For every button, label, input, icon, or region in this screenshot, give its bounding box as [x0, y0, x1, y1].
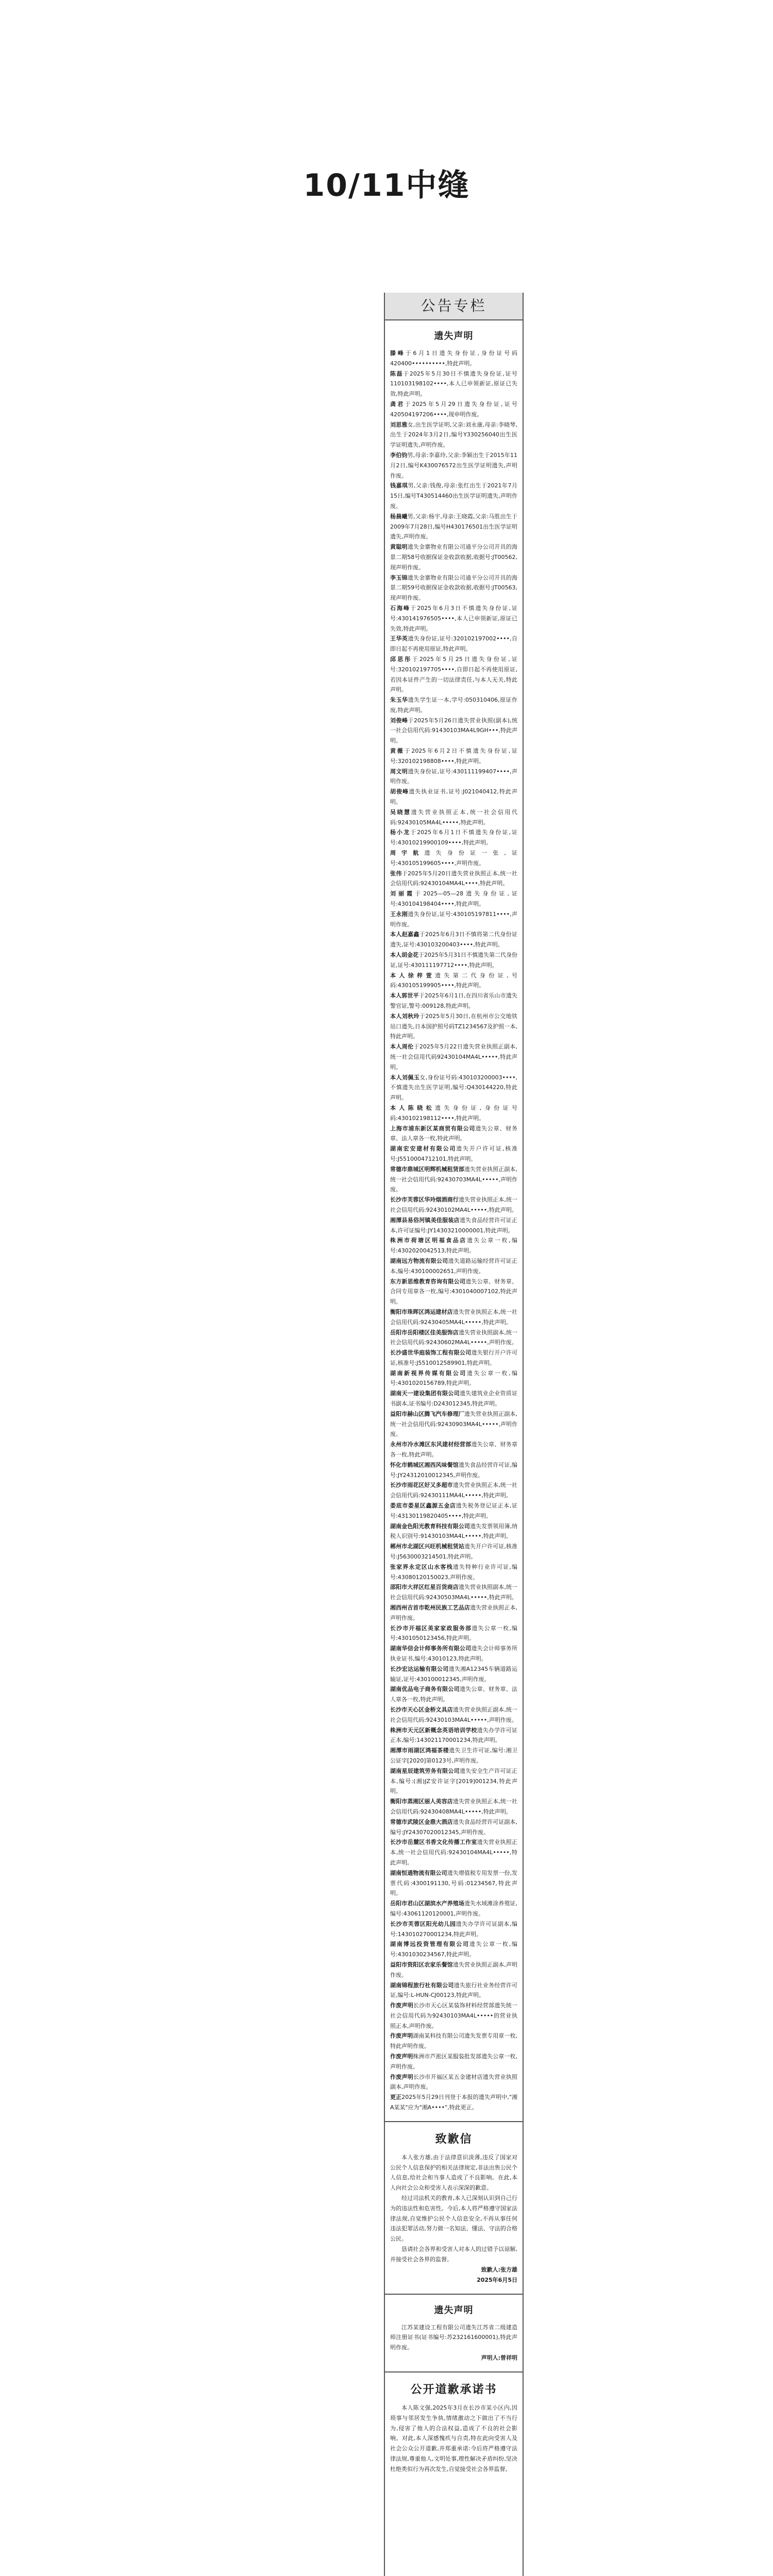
notice-item [390, 1368, 517, 1389]
notice-item-name: 常德市武陵区金鼎大酒店 [390, 1818, 453, 1825]
notice-item-text: 遗失建筑业企业资质证书副本,证书编号:D243012345,特此声明。 [390, 1390, 518, 1408]
notice-item-name: 岳阳市君山区湖滨水产养殖场 [390, 1900, 464, 1907]
notice-item-name: 湖南天一建设集团有限公司 [390, 1390, 460, 1397]
notice-item-name: 东方新思维教育咨询有限公司 [390, 1278, 466, 1285]
notice-item-name: 永州市冷水滩区东风建材经营部 [390, 1441, 472, 1448]
notice-item-name: 湖南远方物流有限公司 [390, 1257, 448, 1264]
notice-item [390, 1797, 517, 1817]
notice-item-name: 邵阳市大祥区红星百货商店 [390, 1584, 459, 1591]
notice-item-text: 遗失营业执照正本,统一社会信用代码:92430105MA4L•••••,特此声明。 [390, 808, 518, 826]
notice-item-name: 胡俊峰 [390, 788, 409, 795]
notice-item-text: 于2025年6月3日不慎遗失身份证,证号:430141976505••••,本人已申领新证,原证已失效,特此声明。 [390, 604, 517, 632]
notice-item-name: 邱思彤 [390, 655, 412, 663]
notice-item-name: 郴州市北湖区兴旺机械租赁站 [390, 1543, 464, 1550]
notice-item [390, 1521, 517, 1542]
column-header: 公告专栏 [385, 293, 523, 320]
notice-item-text: 遗失学生证一本,学号:050310406,原证作废,特此声明。 [390, 697, 518, 714]
notice-item [390, 1541, 517, 1562]
notice-item-name: 本人郭世平 [390, 992, 419, 999]
notice-item-name: 李玉锦 [390, 574, 408, 581]
notice-item-text: 遗失营业执照副本,统一社会信用代码:92430602MA4L•••••,声明作废。 [390, 1329, 518, 1346]
notice-item-name: 怀化市鹤城区湘西风味餐馆 [390, 1461, 459, 1468]
notice-item-text: 女,出生医学证明,父亲:刘永康,母亲:李晓琴,出生于2024年3月2日,编号Y330256040出生医学证明遗失,声明作废。 [390, 421, 517, 449]
notice-item-text: 于2025年5月30日,在杭州市公交地铁站口遗失,日本国护照号码TZ1234567及护照一本,特此声明。 [390, 1012, 517, 1040]
notice-item-name: 长沙市天心区金桥文具店 [390, 1706, 453, 1713]
notice-item [390, 420, 517, 450]
notice-item-name: 王华英 [390, 635, 408, 642]
notice-item-text: 遗失营业执照正本,声明作废。 [390, 1604, 518, 1621]
notice-item [390, 512, 517, 542]
notice-item-name: 湘潭市雨湖区鸿福茶楼 [390, 1747, 449, 1754]
notice-item-name: 湖南锦程旅行社有限公司 [390, 1981, 454, 1989]
notice-item-name: 本人刘秋玲 [390, 1012, 419, 1020]
notice-item-text: 遗失身份证,证号:430111199407••••,声明作废。 [390, 768, 517, 785]
notice-item-text: 于2025年5月31日不慎遗失第二代身份证,证号:430111197712••••,特此声明。 [390, 952, 517, 969]
notice-item-text: 于2025年6月3日不慎将第二代身份证遗失,证号:430103200403••••,特此声明。 [390, 931, 517, 948]
notice-item [390, 1745, 517, 1766]
apology-body [390, 2153, 517, 2265]
notice-item-text: 遗失公章、财务章各一枚,特此声明。 [390, 1441, 518, 1459]
notice-item [390, 1501, 517, 1521]
notice-item-text: 遗失开户许可证,核准号:J5510004712101,特此声明。 [390, 1145, 518, 1162]
notice-item-name: 湖南优品电子商务有限公司 [390, 1686, 460, 1693]
notice-item-name: 娄底市娄星区鑫源五金店 [390, 1502, 456, 1510]
notice-item-text: 遗失公章一枚,编号:4301050123456,特此声明。 [390, 1624, 518, 1642]
notice-item-text: 遗失身份证,证号:430105197811••••,声明作废。 [390, 910, 517, 928]
notice-item [390, 1562, 517, 1583]
notice-item-name: 湖南宏安建材有限公司 [390, 1145, 457, 1153]
notice-item [390, 634, 517, 654]
notice-item-text: 遗失公章、财务章、合同专用章各一枚,编号:4301040007102,特此声明。 [390, 1278, 518, 1306]
notice-item-name: 湖南博远投资管理有限公司 [390, 1941, 469, 1948]
notice-item-name: 湖南新视界传媒有限公司 [390, 1369, 467, 1377]
notice-item-name: 湖南恒通物流有限公司 [390, 1869, 447, 1876]
notice-item-name: 湖南金色阳光教育科技有限公司 [390, 1522, 470, 1530]
notice-item-name: 作废声明 [390, 2032, 413, 2040]
notice-item-text: 长沙市天心区某装饰材料经营部遗失统一社会信用代码为92430103MA4L•••••的营业执照正本,声明作废。 [390, 2002, 517, 2029]
notice-item-name: 刘俊峰 [390, 717, 408, 724]
notice-item-name: 周文明 [390, 768, 408, 775]
notice-item-text: 遗失身份证,身份证号码:430102198112••••,特此声明。 [390, 1104, 518, 1122]
notice-item-name: 王永刚 [390, 910, 408, 918]
notice-item [390, 1042, 517, 1072]
notice-item [390, 1899, 517, 1919]
notice-item-name: 湖南星辰建筑劳务有限公司 [390, 1767, 460, 1774]
notice-item [390, 929, 517, 950]
notice-item [390, 1643, 517, 1664]
notice-item-text: 于2025年6月1日不慎遗失身份证,证号:43010219900109••••,特此声明。 [390, 829, 517, 846]
notice-item-text: 遗失营业执照正副本,统一社会信用代码:92430703MA4L•••••,声明作废。 [390, 1165, 518, 1193]
notice-item-name: 滕峰 [390, 350, 406, 357]
apology-title: 致歉信 [435, 2132, 473, 2146]
notice-item-text: 于2025—05—28遗失身份证,证号:430104198404••••,特此声明。 [390, 890, 517, 908]
notice-item-name: 刘思雅 [390, 421, 408, 428]
notice-item-name: 张伟 [390, 870, 402, 877]
notice-item [390, 2092, 517, 2113]
notice-item [390, 787, 517, 807]
notice-item-text: 女,身份证号码:430103200003••••,不慎遗失出生医学证明,编号:Q430144220,特此声明。 [390, 1074, 517, 1101]
notice-item-text: 遗失公章、财务章、法人章各一枚,特此声明。 [390, 1125, 518, 1142]
notice-item [390, 767, 517, 787]
notice-item [390, 1480, 517, 1501]
notice-item [390, 1103, 517, 1124]
notice-item [390, 1073, 517, 1103]
notice-item-name: 更正 [390, 2094, 402, 2101]
notice-item-name: 周宇航 [390, 850, 425, 857]
notice-item-name: 衡阳市蒸湘区丽人美容店 [390, 1798, 453, 1805]
notice-item-name: 吴晓慧 [390, 808, 411, 816]
public-apology-section [385, 2381, 523, 2475]
notice-item-text: 遗失营业执照正本,统一社会信用代码:92430111MA4L•••••,特此声明。 [390, 1482, 517, 1499]
notice-item-text: 遗失公章一枚,编号:4301020156789,特此声明。 [390, 1369, 518, 1387]
notice-item-name: 本人胡金花 [390, 952, 418, 959]
notice-item-text: 遗失增值税专用发票一份,发票代码:4300191130,号码:01234567,特此声明。 [390, 1869, 518, 1897]
notice-item-text: 遗失营业执照正本,统一社会信用代码:92430102MA4L•••••,特此声明。 [390, 1196, 518, 1213]
notice-item-text: 遗失营业执照正副本,统一社会信用代码:92430103MA4L•••••,声明作废。 [390, 1706, 517, 1723]
notice-item-text: 遗失营业执照正本,统一社会信用代码:92430408MA4L•••••,特此声明。 [390, 1798, 517, 1815]
notice-item-text: 遗失水域滩涂养殖证,编号:43061120120001,声明作废。 [390, 1900, 518, 1917]
notice-item [390, 481, 517, 511]
notice-item-text: 遗失开户许可证,核准号:J5630003214501,特此声明。 [390, 1543, 518, 1561]
second-loss-section [385, 2303, 523, 2372]
paragraph: 恳请社会各界和受害人对本人的过错予以谅解,并接受社会各界的监督。 [390, 2246, 517, 2263]
apology-signer: 致歉人:张方雄 [481, 2266, 517, 2273]
notice-item-name: 本人赵嘉鑫 [390, 931, 419, 938]
notice-item [390, 1164, 517, 1195]
notice-item-name: 湘西州吉首市乾州民族工艺品店 [390, 1604, 470, 1612]
notice-item [390, 1919, 517, 1940]
apology-section [385, 2130, 523, 2295]
notice-item-text: 遗失食品经营许可证,编号:JY24312010012345,声明作废。 [390, 1461, 518, 1479]
notice-item-text: 于2025年5月25日遗失身份证,证号:320102197705••••,自即日起不再使用原证,若因本证件产生的一切法律责任,与本人无关,特此声明。 [390, 655, 517, 693]
notice-item-text: 株洲市芦淞区某服装批发部遗失公章一枚,声明作废。 [390, 2053, 518, 2070]
notice-item [390, 399, 517, 420]
notice-item [390, 746, 517, 767]
notice-item-name: 株洲市荷塘区明福食品店 [390, 1237, 467, 1244]
notice-item [390, 1307, 517, 1328]
notice-item-text: 遗失发票领用簿,纳税人识别号:91430103MA4L•••••,特此声明。 [390, 1522, 518, 1540]
notice-item [390, 2031, 517, 2052]
notice-item-text: 遗失营业执照正本,统一社会信用代码:92430405MA4L•••••,特此声明。 [390, 1308, 517, 1326]
notice-item-name: 岳阳市岳阳楼区佳美服饰店 [390, 1329, 459, 1336]
notice-item [390, 889, 517, 909]
notice-item-text: 遗失旅行社业务经营许可证,编号:L-HUN-CJ00123,特此声明。 [390, 1981, 518, 1999]
second-loss-title: 遗失声明 [434, 2304, 474, 2316]
notice-item-text: 遗失银行开户许可证,核准号:J5510012589901,特此声明。 [390, 1349, 518, 1366]
notice-item-name: 刘丽霞 [390, 890, 415, 897]
notice-item-name: 李伯钧 [390, 451, 408, 459]
notice-item-text: 遗失安全生产许可证正本,编号:(湘)JZ安许证字[2019]001234,特此声明。 [390, 1767, 518, 1795]
notice-item [390, 1603, 517, 1623]
notice-item-text: 遗失会计师事务所执业证书,编号:43010123,特此声明。 [390, 1645, 518, 1662]
notice-item-text: 遗失身份证一张,证号:430105199605••••,声明作废。 [390, 850, 518, 867]
notice-item [390, 1144, 517, 1164]
notice-item [390, 1684, 517, 1705]
notice-item-name: 本人徐梓萱 [390, 972, 435, 979]
notice-item [390, 1388, 517, 1409]
section-divider [385, 2371, 523, 2372]
notice-item-name: 湘潭县易俗河镇美佳服装店 [390, 1216, 460, 1224]
notice-item-text: 于2025年5月30日不慎遗失身份证,证号110103198102••••,本人已申领新证,原证已失效,特此声明。 [390, 370, 517, 398]
notice-item-text: 遗失第二代身份证,号码:430105199905••••,特此声明。 [390, 972, 518, 989]
notice-item-text: 遗失特种行业许可证,编号:43080120150023,声明作废。 [390, 1563, 517, 1581]
notice-item-name: 湖南华信会计师事务所有限公司 [390, 1645, 472, 1652]
notice-item-text: 于2025年5月26日遗失营业执照(副本),统一社会信用代码:91430103MA4L9GH•••,特此声明。 [390, 717, 518, 744]
notice-item [390, 1725, 517, 1746]
notice-item-name: 杨晨曦 [390, 513, 408, 520]
notice-item-text: 于2025年5月20日遗失营业执照正本,统一社会信用代码:92430104MA4L••••,特此声明。 [390, 870, 517, 887]
notice-item [390, 2052, 517, 2072]
notice-item-text: 遗失办学许可证正本,编号:143021170001234,特此声明。 [390, 1726, 518, 1744]
notice-item-name: 常德市鼎城区明辉机械租赁部 [390, 1165, 464, 1173]
notice-item [390, 573, 517, 603]
notice-item-text: 遗失食品经营许可证正本,许可证编号:JY14303210000001,特此声明。 [390, 1216, 518, 1234]
page-title: 10/11中缝 [303, 167, 470, 204]
notice-item [390, 1011, 517, 1042]
notice-item [390, 971, 517, 991]
notice-item [390, 1705, 517, 1725]
notice-item-name: 杨小龙 [390, 829, 411, 836]
notice-item-name: 长沙市开福区美家家政服务部 [390, 1624, 472, 1632]
paragraph: 本人陈文强,2025年3月在长沙市某小区内,因琐事与邻居发生争执,情绪激动之下做出了不当行为,侵害了他人的合法权益,造成了不良的社会影响。对此,本人深感愧疚与自责,特在此向受害人及社会公众公开道歉,并郑重承诺:今后将严格遵守法律法规,尊重他人,文明处事,理性解决矛盾纠纷,坚决杜绝类似行为再次发生,自觉接受社会各界监督。 [390, 2404, 517, 2472]
notice-item-name: 黄聪明 [390, 544, 408, 551]
loss-notice-section [385, 329, 523, 2122]
notice-item [390, 450, 517, 481]
notice-item-text: 男,父亲:杨宇,母亲:王晓霞,父亲:马胜出生于2009年7月28日,编号H430176501出生医学证明遗失,声明作废。 [390, 513, 518, 540]
notice-item [390, 1582, 517, 1603]
notice-item-name: 长沙市岳麓区书香文化传播工作室 [390, 1839, 477, 1846]
notice-item-name: 株洲市天元区新概念英语培训学校 [390, 1726, 477, 1734]
notice-item-text: 于2025年6月2日不慎遗失身份证,证号:320102198808••••,特此声明。 [390, 748, 517, 765]
notice-item [390, 2001, 517, 2031]
notice-item [390, 1939, 517, 1960]
apology-date: 2025年6月5日 [477, 2276, 517, 2283]
notice-item-name: 本人周伦 [390, 1043, 414, 1050]
notice-item-name: 钱嘉琪 [390, 482, 408, 489]
notice-item-name: 上海市浦东新区某商贸有限公司 [390, 1125, 476, 1132]
second-loss-signer: 声明人:曾祥明 [481, 2354, 517, 2362]
notice-item [390, 807, 517, 828]
notice-item-text: 遗失金寨物业有限公司通平分公司开具的海景二期58号收据保证金收款收据,收据号:JT00562,现声明作废。 [390, 544, 518, 571]
notice-item-name: 益阳市赫山区腾飞汽车修理厂 [390, 1410, 464, 1417]
notice-item [390, 2072, 517, 2093]
notice-item [390, 869, 517, 889]
notice-item-text: 于2025年5月29日遗失身份证,证号420504197206••••,现申明作废。 [390, 400, 517, 418]
notice-item [390, 848, 517, 869]
notice-item-name: 作废声明 [390, 2002, 413, 2009]
notice-item-text: 遗失金寨物业有限公司通平分公司开具的海景二期59号收据保证金收款收据,收据号:JT00563,现声明作废。 [390, 574, 518, 602]
notice-item-text: 遗失公章、财务章、法人章各一枚,特此声明。 [390, 1686, 518, 1703]
section-divider [385, 2121, 523, 2122]
notice-item [390, 1980, 517, 2001]
notice-item-name: 长沙市雨花区好又多超市 [390, 1482, 453, 1489]
notice-item-name: 作废声明 [390, 2053, 413, 2060]
notice-item [390, 827, 517, 848]
loss-notice-list [390, 348, 517, 2113]
notice-item [390, 1235, 517, 1256]
public-apology-body [390, 2403, 517, 2475]
paragraph: 本人张方雄,由于法律意识淡薄,违反了国家对公民个人信息保护的相关法律规定,非法出售公民个人信息,给社会和当事人造成了不良影响。在此,本人向社会公众和受害人表示深深的歉意。 [390, 2154, 517, 2192]
notice-item-text: 于2025年6月1日,在四川省乐山市遗失警官证,警号:009128,特此声明。 [390, 992, 517, 1009]
notice-item [390, 909, 517, 930]
notice-item-name: 龚君 [390, 400, 405, 408]
section-divider [385, 2294, 523, 2295]
notice-item-name: 朱玉华 [390, 697, 408, 704]
notice-item [390, 1766, 517, 1797]
notice-item-text: 遗失卫生许可证,编号:湘卫公证字[2020]第0123号,声明作废。 [390, 1747, 518, 1764]
paragraph: 经过司法机关的教育,本人已深刻认识到自己行为的违法性和危害性。今后,本人将严格遵守国家法律法规,自觉维护公民个人信息安全,不再从事任何违法犯罪活动,努力做一名知法、懂法、守法的合格公民。 [390, 2195, 517, 2243]
public-apology-title: 公开道歉承诺书 [410, 2383, 497, 2397]
notice-item [390, 1439, 517, 1460]
notice-item-text: 遗失道路运输经营许可证正本,编号:430100002651,声明作废。 [390, 1257, 518, 1275]
notice-item-name: 长沙市芙蓉区阳光幼儿园 [390, 1920, 456, 1927]
notice-item-name: 黄薇 [390, 748, 405, 755]
notice-item-name: 益阳市资阳区农家乐餐馆 [390, 1961, 453, 1968]
notice-item [390, 603, 517, 634]
notice-item-text: 遗失身份证,证号:320102197002••••,自即日起不再使用原证,特此声明。 [390, 635, 517, 653]
notice-item-name: 衡阳市珠晖区鸿运建材店 [390, 1308, 453, 1315]
notice-item-name: 张家界永定区山水客栈 [390, 1563, 453, 1570]
notice-item-name: 作废声明 [390, 2073, 413, 2080]
notice-item [390, 991, 517, 1011]
notice-item [390, 1328, 517, 1348]
notice-item-name: 本人刘佩玉 [390, 1074, 420, 1081]
notice-item [390, 1664, 517, 1685]
notice-item-text: 遗失湘A12345车辆道路运输证,证号:430100012345,声明作废。 [390, 1665, 517, 1683]
notice-item-text: 遗失营业执照副本,统一社会信用代码:92430503MA4L•••••,特此声明。 [390, 1584, 518, 1601]
notice-item-name: 陈磊 [390, 370, 404, 377]
notice-column [384, 293, 524, 2576]
notice-item [390, 1277, 517, 1307]
notice-item-name: 石海峰 [390, 604, 411, 612]
notice-item [390, 348, 517, 369]
notice-item [390, 542, 517, 572]
notice-item-text: 遗失公章一枚,编号:4302020042513,特此声明。 [390, 1237, 518, 1255]
notice-item [390, 1124, 517, 1144]
notice-item-name: 长沙盛世华庭装饰工程有限公司 [390, 1349, 472, 1357]
notice-item-name: 长沙市芙蓉区华玲烟酒商行 [390, 1196, 459, 1204]
notice-item-text: 男,父亲:钱俊,母亲:张红出生于2021年7月15日,编号T430514460出生医学证明遗失,声明作废。 [390, 482, 517, 510]
paragraph: 江苏某建设工程有限公司遗失江苏省二级建造师注册证书(证书编号:苏232161600001),特此声明作废。 [390, 2324, 517, 2351]
notice-item [390, 1409, 517, 1439]
notice-item-text: 湖南某科技有限公司遗失发票专用章一枚,特此声明作废。 [390, 2032, 518, 2050]
notice-item [390, 1837, 517, 1868]
notice-item [390, 1960, 517, 1980]
notice-item-text: 遗失公章一枚,编号:4301030234567,特此声明。 [390, 1941, 518, 1958]
notice-item [390, 369, 517, 399]
notice-item [390, 1817, 517, 1838]
notice-item [390, 950, 517, 971]
notice-item-text: 于2025年5月22日遗失营业执照正副本,统一社会信用代码92430104MA4L•••••,特此声明。 [390, 1043, 517, 1071]
notice-item [390, 1868, 517, 1899]
notice-item-text: 遗失营业执照正副本,声明作废。 [390, 1961, 517, 1978]
notice-item-name: 本人陈晓松 [390, 1104, 435, 1111]
notice-item-text: 遗失税务登记证正本,证号:43130119820405••••,特此声明。 [390, 1502, 517, 1519]
notice-item-text: 于6月1日遗失身份证,身份证号码420400••••••••••,特此声明。 [390, 350, 517, 367]
notice-item-text: 男,母亲:李嘉玲,父亲:李颖出生于2015年11月2日,编号K430076572出生医学证明遗失,声明作废。 [390, 451, 517, 479]
notice-item [390, 716, 517, 746]
notice-item [390, 1460, 517, 1481]
notice-item-text: 遗失食品经营许可证副本,编号:JY24307020012345,声明作废。 [390, 1818, 517, 1836]
notice-item [390, 695, 517, 716]
notice-item-text: 2025年5月29日刊登于本报的遗失声明中,"湘A某某"应为"湘A••••",特此更正。 [390, 2094, 518, 2111]
notice-item-text: 遗失营业执照正本,统一社会信用代码:92430104MA4L•••••,特此声明。 [390, 1839, 518, 1866]
notice-item [390, 654, 517, 695]
notice-item [390, 1256, 517, 1277]
notice-item [390, 1215, 517, 1236]
second-loss-body [390, 2323, 517, 2353]
notice-item [390, 1195, 517, 1215]
notice-item-name: 长沙宏达运输有限公司 [390, 1665, 449, 1672]
notice-item [390, 1348, 517, 1368]
loss-notice-title: 遗失声明 [434, 331, 474, 342]
notice-item-text: 遗失营业执照正副本,统一社会信用代码:92430903MA4L•••••,声明作废。 [390, 1410, 518, 1438]
notice-item-text: 遗失执业证书,证号:J021040412,特此声明。 [390, 788, 517, 806]
notice-item-text: 遗失办学许可证副本,编号:143010270001234,特此声明。 [390, 1920, 517, 1938]
notice-item [390, 1623, 517, 1644]
notice-item-text: 长沙市开福区某五金建材店遗失营业执照副本,声明作废。 [390, 2073, 517, 2091]
